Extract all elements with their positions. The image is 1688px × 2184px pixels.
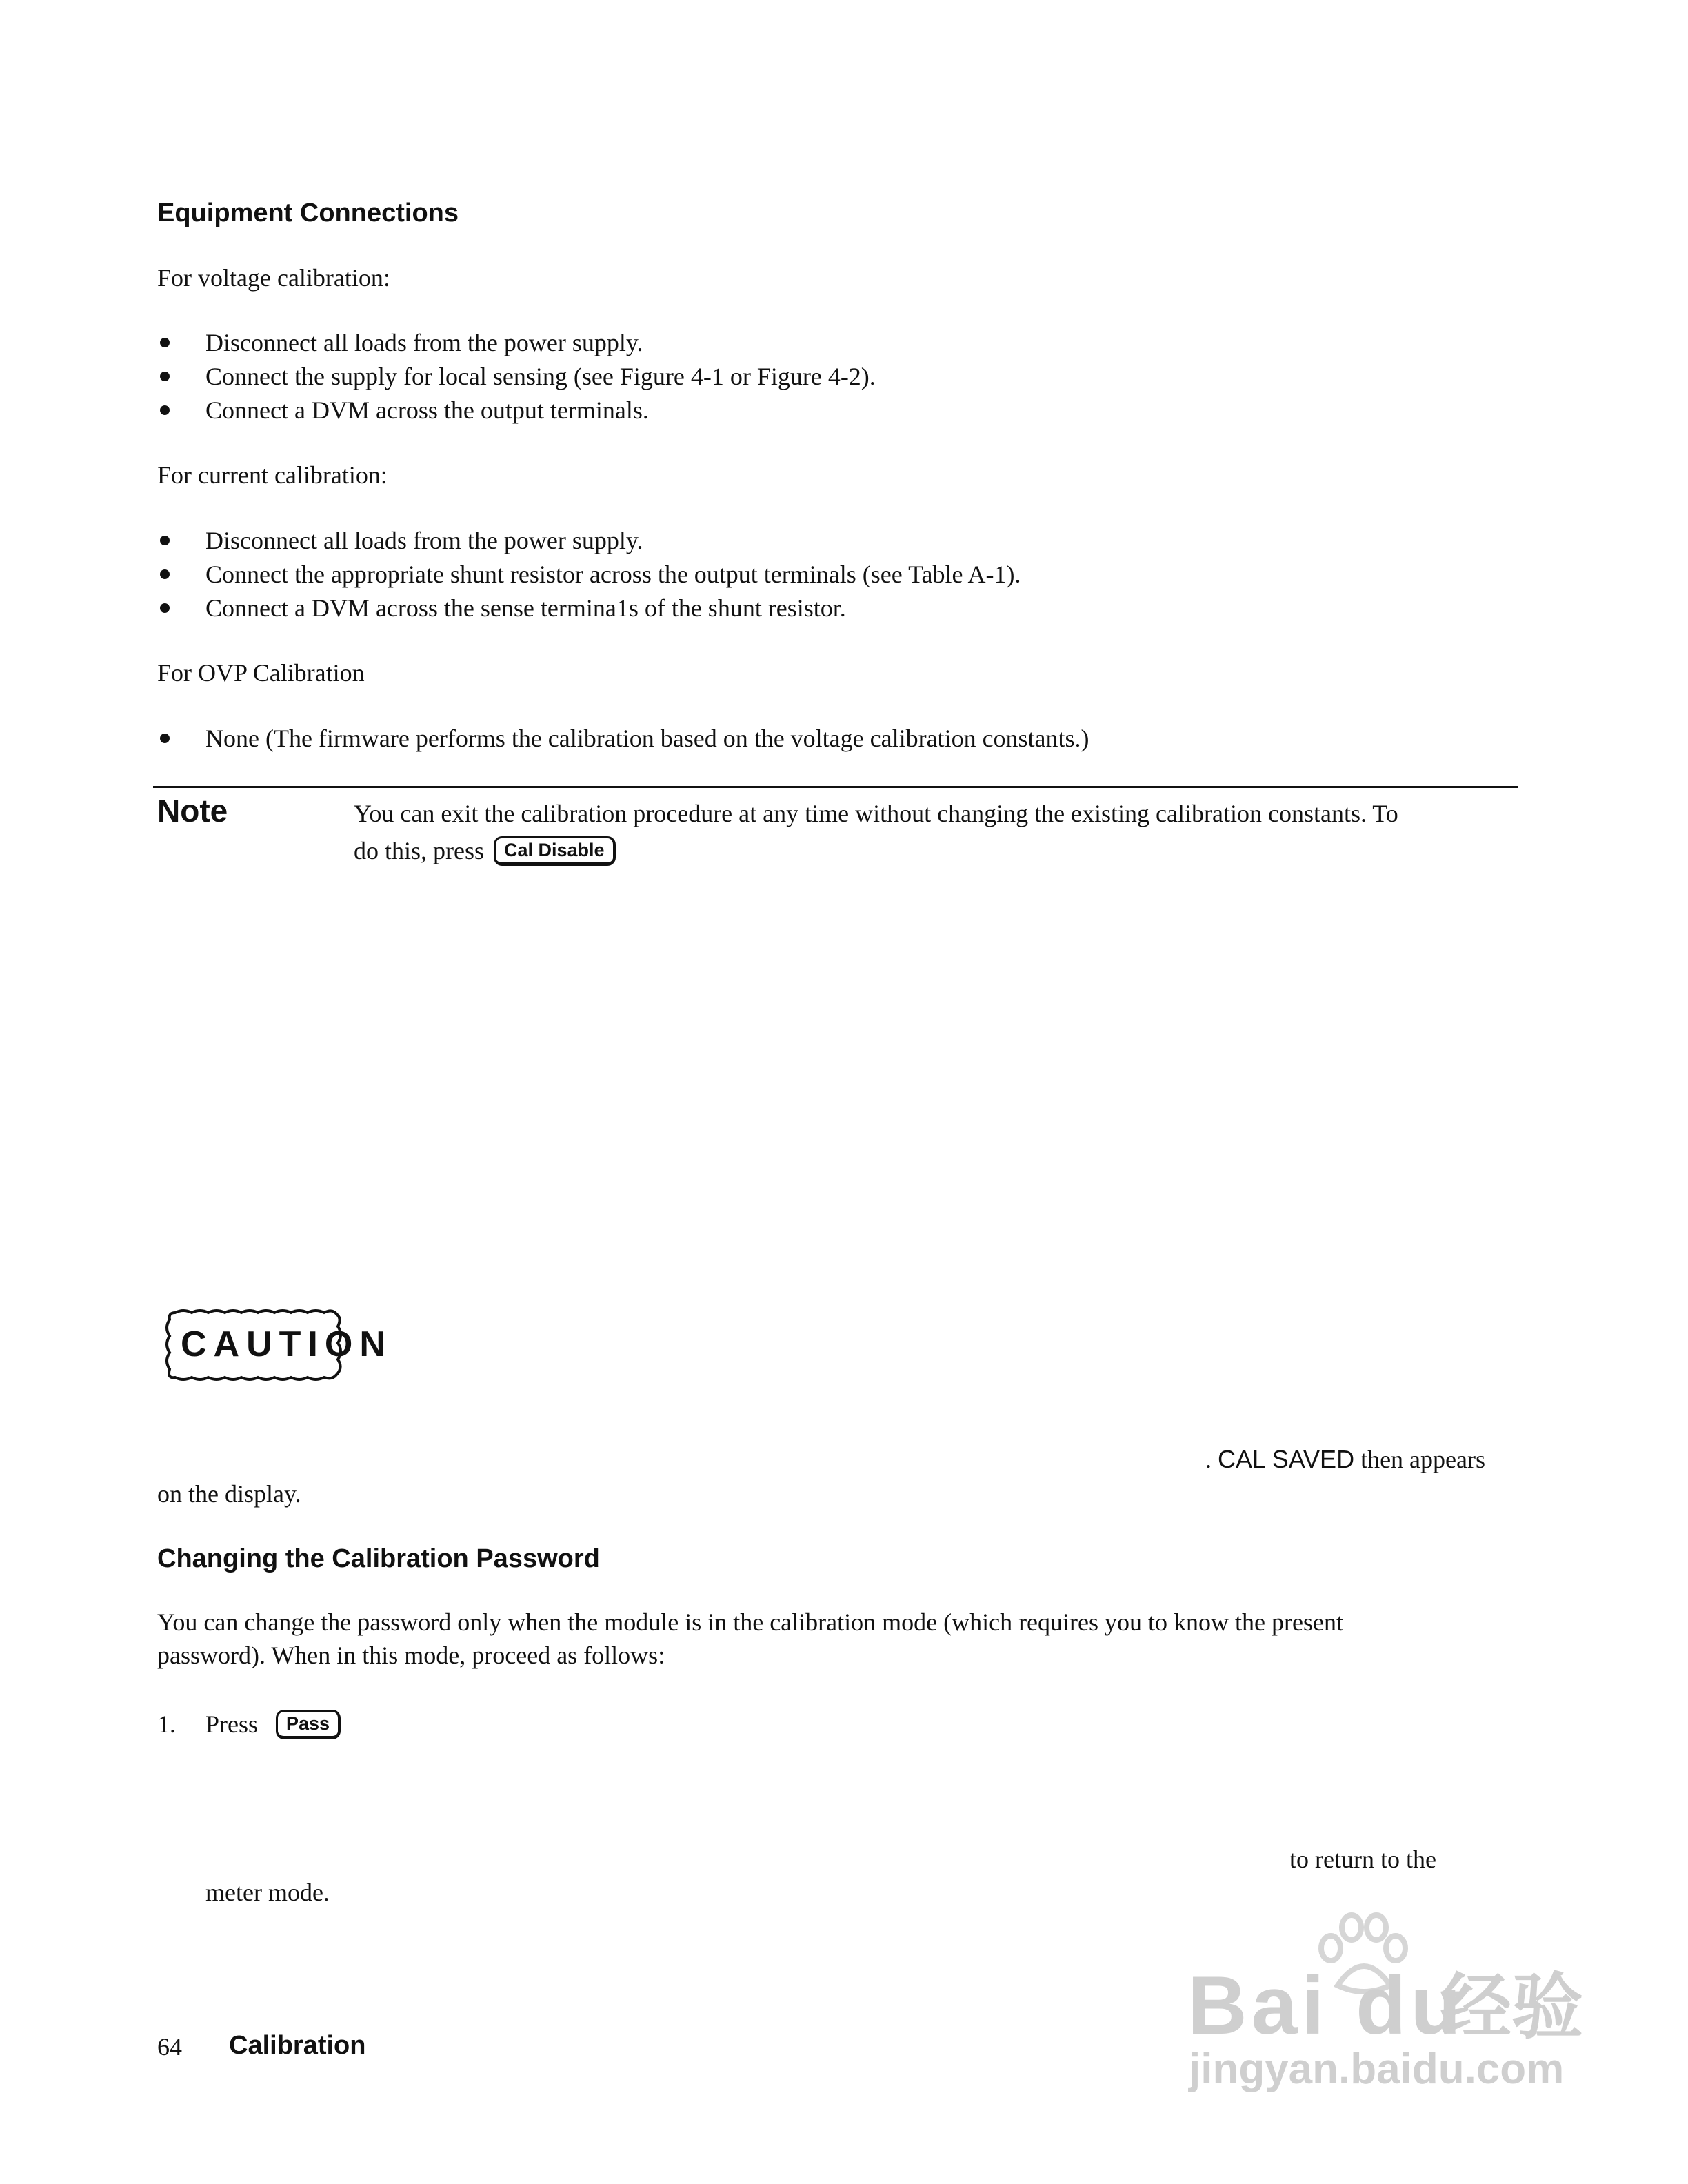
bullet-icon	[160, 734, 170, 743]
list-item: None (The firmware performs the calibration based on the voltage calibration constants.)	[205, 725, 1089, 752]
bullet-icon	[160, 405, 170, 415]
bullet-icon	[160, 569, 170, 579]
list-item: Connect the appropriate shunt resistor across the output terminals (see Table A-1).	[205, 560, 1021, 588]
list-item: Connect the supply for local sensing (see Figure 4-1 or Figure 4-2).	[205, 363, 876, 390]
page-number: 64	[157, 2033, 182, 2061]
password-paragraph-line1: You can change the password only when the module is in the calibration mode (which requires you to know the present	[157, 1608, 1343, 1636]
ovp-calibration-intro: For OVP Calibration	[157, 659, 365, 687]
cal-saved-suffix: then appears	[1360, 1446, 1485, 1473]
bullet-icon	[160, 536, 170, 545]
section-heading-password: Changing the Calibration Password	[157, 1544, 600, 1573]
note-text-prefix: do this, press	[354, 837, 484, 865]
note-label: Note	[157, 793, 228, 829]
cal-saved-prefix: .	[1205, 1446, 1212, 1473]
note-text-line1: You can exit the calibration procedure at any time without changing the existing calibration constants. To	[354, 800, 1398, 827]
list-item: Disconnect all loads from the power supply.	[205, 329, 643, 356]
password-paragraph-line2: password). When in this mode, proceed as follows:	[157, 1641, 665, 1669]
list-item: Disconnect all loads from the power supply.	[205, 527, 643, 554]
current-calibration-intro: For current calibration:	[157, 461, 388, 489]
bullet-icon	[160, 338, 170, 347]
list-item: Connect a DVM across the sense termina1s of the shunt resistor.	[205, 594, 846, 622]
cal-disable-key[interactable]: Cal Disable	[494, 836, 616, 866]
cal-saved-line	[1205, 1444, 1485, 1475]
step-1-press: Press	[205, 1710, 259, 1738]
watermark-cn: 经验	[1440, 1968, 1584, 2048]
cal-saved-line2: on the display.	[157, 1480, 301, 1508]
bullet-icon	[160, 603, 170, 613]
note-divider	[153, 786, 1518, 788]
meter-mode-text: meter mode.	[205, 1879, 330, 1906]
note-text-line2	[354, 835, 616, 867]
caution-label: CAUTION	[181, 1324, 392, 1364]
watermark-url: jingyan.baidu.com	[1189, 2045, 1565, 2093]
list-item: Connect a DVM across the output terminals.	[205, 396, 649, 424]
step-1-text	[205, 1708, 341, 1740]
section-heading-equipment-connections: Equipment Connections	[157, 199, 459, 228]
return-text: to return to the	[1289, 1846, 1436, 1873]
footer-chapter: Calibration	[229, 2031, 366, 2060]
step-number: 1.	[157, 1710, 176, 1738]
voltage-calibration-intro: For voltage calibration:	[157, 264, 390, 292]
watermark-brand: Bai du	[1187, 1959, 1465, 2052]
caution-badge	[160, 1307, 392, 1383]
cal-saved-display: CAL SAVED	[1218, 1445, 1355, 1473]
bullet-icon	[160, 372, 170, 381]
pass-key[interactable]: Pass	[276, 1710, 341, 1739]
